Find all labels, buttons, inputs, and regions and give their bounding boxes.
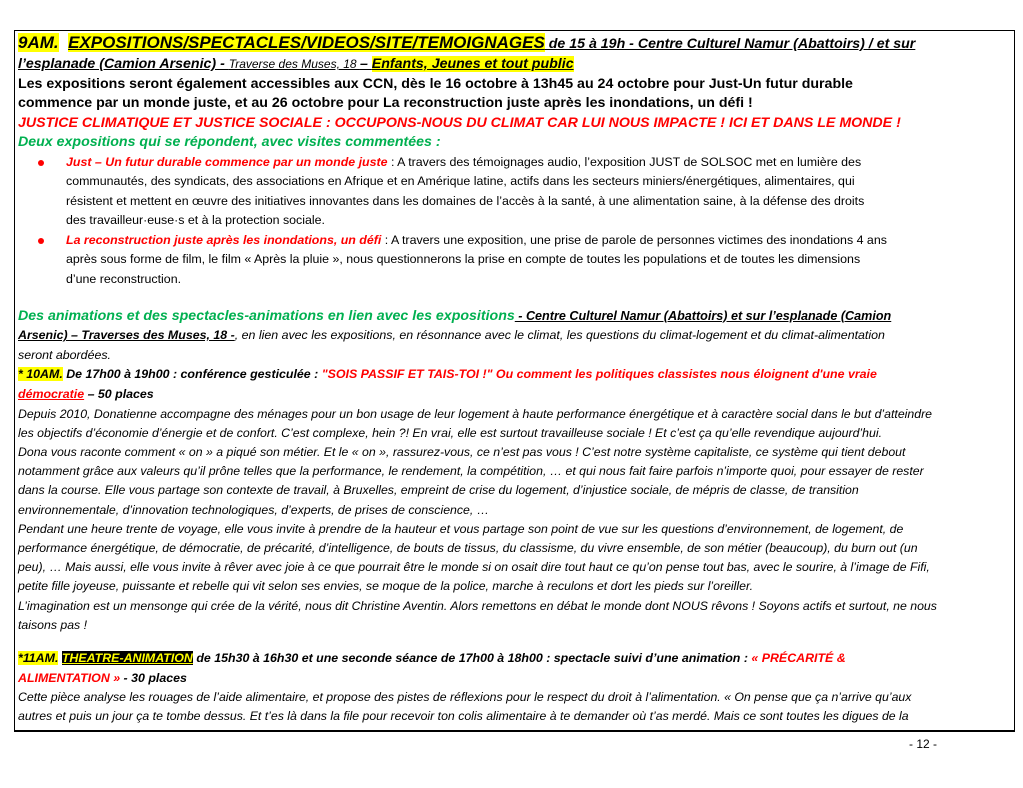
animations-heading: Des animations et des spectacles-animations en lien avec les expositions — [18, 307, 515, 324]
item10-title-b: démocratie — [18, 386, 85, 401]
item11-schedule: de 15h30 à 16h30 et une seconde séance de 17h00 à 18h00 : spectacle suivi d’une animation : — [192, 650, 752, 665]
paragraph-line: notamment grâce aux valeurs qu’il prône telles que la performance, le rendement, la compétition, … et qui nous fait faire parfois n’importe quoi, pour essayer de rester — [18, 464, 924, 479]
slogan: JUSTICE CLIMATIQUE ET JUSTICE SOCIALE : OCCUPONS-NOUS DU CLIMAT CAR LUI NOUS IMPACTE ! ICI ET DANS LE MONDE ! — [18, 114, 901, 131]
item11-heading — [18, 649, 1010, 669]
header-title: EXPOSITIONS/SPECTACLES/VIDEOS/SITE/TEMOIGNAGES — [68, 33, 545, 52]
page-text-area — [15, 31, 1014, 727]
spacer — [18, 290, 1010, 307]
paragraph-line: peu), … Mais aussi, elle vous invite à rêver avec joie à ce que pourrait être le monde si on osait dire tout haut ce qu’on pense tout bas, avec le sourire, à l’image de Fifi, — [18, 560, 930, 575]
exposition-text: résistent et mettent en œuvre des initiatives innovantes dans les domaines de l’accès à la santé, à une alimentation saine, à la défense des droits — [66, 193, 865, 208]
paragraph-line: Pendant une heure trente de voyage, elle vous invite à prendre de la hauteur et vous partage son point de vue sur les questions d’environnement, de logement, de — [18, 521, 904, 536]
item11-title-a: « PRÉCARITÉ & — [751, 650, 846, 665]
item10-tag: * 10AM. — [18, 367, 63, 382]
paragraph-line: autres et puis un jour ça te tombe dessus. Et t’es là dans la file pour recevoir ton colis alimentaire à te demander où t’as merdé. Mais ce sont toutes les digues de la — [18, 709, 909, 724]
item10-title-a: "SOIS PASSIF ET TAIS-TOI !" Ou comment les politiques classistes nous éloignent d'une vraie — [321, 367, 877, 382]
paragraph-line: Depuis 2010, Donatienne accompagne des ménages pour un bon usage de leur logement à haute performance énergétique et à caractère social dans le but d’atteindre — [18, 406, 932, 421]
paragraph-line: Dona vous raconte comment « on » a piqué son métier. Et le « on », rassurez-vous, ce n’est pas vous ! C’est notre système capitaliste, ce système qui tient debout — [18, 444, 906, 459]
item10-places: – 50 places — [84, 386, 154, 401]
exposition-text: d’une reconstruction. — [66, 272, 182, 287]
header-time-place: de 15 à 19h - Centre Culturel Namur (Abattoirs) / et sur — [544, 36, 916, 52]
page-content-frame — [14, 30, 1015, 732]
item11-tag: *11AM. — [18, 650, 59, 665]
paragraph-line: Cette pièce analyse les rouages de l’aide alimentaire, et propose des pistes de réflexions pour le respect du droit à l’alimentation. « On pense que ça n’arrive qu’aux — [18, 690, 912, 705]
expo-heading: Deux expositions qui se répondent, avec visites commentées : — [18, 134, 441, 150]
paragraph-line: performance énergétique, de démocratie, de précarité, d’intelligence, de bouts de tissus, du classisme, du vivre ensemble, de son métier (beaucoup), du burn out (un — [18, 540, 918, 555]
exposition-text: : A travers une exposition, une prise de parole de personnes victimes des inondations 4 ans — [381, 232, 887, 247]
animations-desc-1: , en lien avec les expositions, en résonnance avec le climat, les questions du climat-logement et du climat-alimentation — [234, 328, 885, 343]
page-number: - 12 - — [908, 737, 937, 751]
expositions-list — [18, 153, 1010, 290]
item11-title-b: ALIMENTATION » — [18, 670, 121, 685]
item10-description — [18, 405, 1010, 635]
header-line-1 — [18, 32, 1010, 55]
exposition-item — [66, 153, 1010, 231]
header-tag: 9AM. — [18, 33, 59, 52]
item10-schedule: De 17h00 à 19h00 : conférence gesticulée : — [62, 367, 322, 382]
paragraph-line: les objectifs d’économie d’énergie et de confort. C’est complexe, hein ?! En vrai, elle est surtout travailleuse sociale ! Et c’est ça qu’elle revendique aujourd’hui. — [18, 425, 882, 440]
item10-heading-2 — [18, 385, 1010, 405]
item10-heading — [18, 365, 1010, 385]
header-audience: Enfants, Jeunes et tout public — [371, 56, 574, 72]
header-address: Traverse des Muses, 18 — [228, 57, 360, 71]
item11-places: - 30 places — [120, 670, 187, 685]
exposition-text: des travailleur·euse·s et à la protection sociale. — [66, 213, 325, 228]
paragraph-line: dans la course. Elle vous partage son contexte de travail, à Bruxelles, empreint de crise du logement, d’injustice sociale, de mépris de classe, de transition — [18, 483, 859, 498]
access-line-1: Les expositions seront également accessibles aux CCN, dès le 16 octobre à 13h45 au 24 octobre pour Just-Un futur durable — [18, 75, 853, 92]
paragraph-line: environnementale, d’innovation technologiques, d’experts, de prises de conscience, … — [18, 502, 489, 517]
exposition-text: : A travers des témoignages audio, l’exposition JUST de SOLSOC met en lumière des — [387, 154, 862, 169]
header-line-2 — [18, 55, 1010, 75]
animations-line-2 — [18, 326, 1010, 346]
exposition-text: communautés, des syndicats, des associations en Afrique et en Amérique latine, actifs dans les secteurs miniers/énergétiques, alimentaires, qui — [66, 174, 855, 189]
paragraph-line: petite fille joyeuse, puissante et rebelle qui vit selon ses envies, se moque de la police, marche à reculons et dort les pieds sur l’oreiller. — [18, 579, 754, 594]
exposition-item — [66, 231, 1010, 290]
animations-desc-2: seront abordées. — [18, 347, 111, 362]
item11-heading-2 — [18, 669, 1010, 689]
spacer — [18, 635, 1010, 649]
animations-heading-line — [18, 307, 1010, 327]
animations-place-2: Arsenic) – Traverses des Muses, 18 - — [18, 328, 235, 343]
exposition-title: Just – Un futur durable commence par un monde juste — [66, 154, 388, 169]
paragraph-line: L’imagination est un mensonge qui crée de la vérité, nous dit Christine Aventin. Alors remettons en débat le monde dont NOUS rêvons ! Soyons actifs et surtout, ne nous — [18, 598, 937, 613]
exposition-text: après sous forme de film, le film « Après la pluie », nous questionnerons la prise en compte de toutes les populations et de toutes les dimensions — [66, 252, 861, 267]
paragraph-line: taisons pas ! — [18, 617, 88, 632]
header-dash: – — [359, 56, 372, 72]
animations-place-1: - Centre Culturel Namur (Abattoirs) et sur l’esplanade (Camion — [514, 308, 892, 323]
item11-label: THEATRE-ANIMATION — [61, 650, 193, 665]
header-place: l’esplanade (Camion Arsenic) - — [18, 56, 229, 72]
item11-description — [18, 688, 1010, 726]
exposition-title: La reconstruction juste après les inondations, un défi — [66, 232, 382, 247]
access-line-2: commence par un monde juste, et au 26 octobre pour La reconstruction juste après les inondations, un défi ! — [18, 95, 753, 111]
